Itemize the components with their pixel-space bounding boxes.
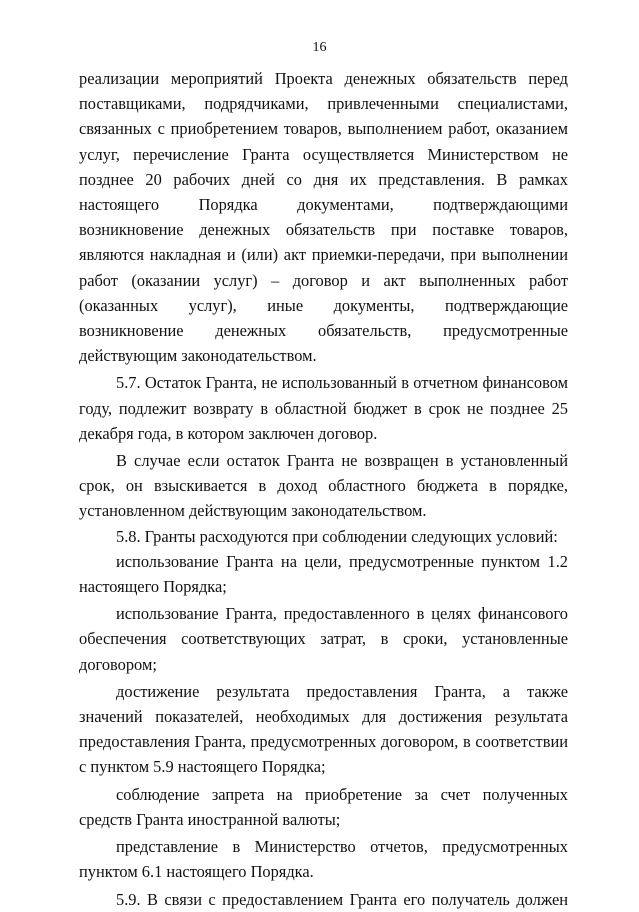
condition-item-3: достижение результата предоставления Гранта, а также значений показателей, необходимых для достижения результата предоставления Гранта, предусмотренных договором, в соответствии с пунктом 5.9 настоящего Порядка; xyxy=(79,681,568,777)
condition-item-1: использование Гранта на цели, предусмотренные пунктом 1.2 настоящего Порядка; xyxy=(79,551,568,597)
page-number: 16 xyxy=(312,40,327,55)
paragraph-5-7: 5.7. Остаток Гранта, не использованный в отчетном финансовом году, подлежит возврату в областной бюджет в срок не позднее 25 декабря года, в котором заключен договор. xyxy=(79,373,568,443)
paragraph-refund: В случае если остаток Гранта не возвращен в установленный срок, он взыскивается в доход областного бюджета в порядке, установленном действующим законодательством. xyxy=(79,451,568,521)
condition-item-2: использование Гранта, предоставленного в целях финансового обеспечения соответствующих затрат, в сроки, установленные договором; xyxy=(79,604,568,674)
paragraph-5-9: 5.9. В связи с предоставлением Гранта его получатель должен xyxy=(116,889,568,909)
paragraph-continuation: реализации мероприятий Проекта денежных обязательств перед поставщиками, подрядчиками, привлеченными специалистами, связанных с приобретением товаров, выполнением работ, оказанием услуг, перечисление Гранта осуществляется Министерством не позднее 20 рабочих дней со дня их представления. В рамках настоящего Порядка документами, подтверждающими возникновение денежных обязательств при поставке товаров, являются накладная и (или) акт приемки-передачи, при выполнении работ (оказании услуг) – договор и акт выполненных работ (оказанных услуг), иные документы, подтверждающие возникновение денежных обязательств, предусмотренные действующим законодательством. xyxy=(79,69,568,366)
condition-item-4: соблюдение запрета на приобретение за счет полученных средств Гранта иностранной валюты; xyxy=(79,784,568,829)
condition-item-5: представление в Министерство отчетов, предусмотренных пунктом 6.1 настоящего Порядка. xyxy=(79,837,568,882)
document-body xyxy=(79,66,568,912)
paragraph-5-8: 5.8. Гранты расходуются при соблюдении следующих условий: xyxy=(116,526,558,546)
